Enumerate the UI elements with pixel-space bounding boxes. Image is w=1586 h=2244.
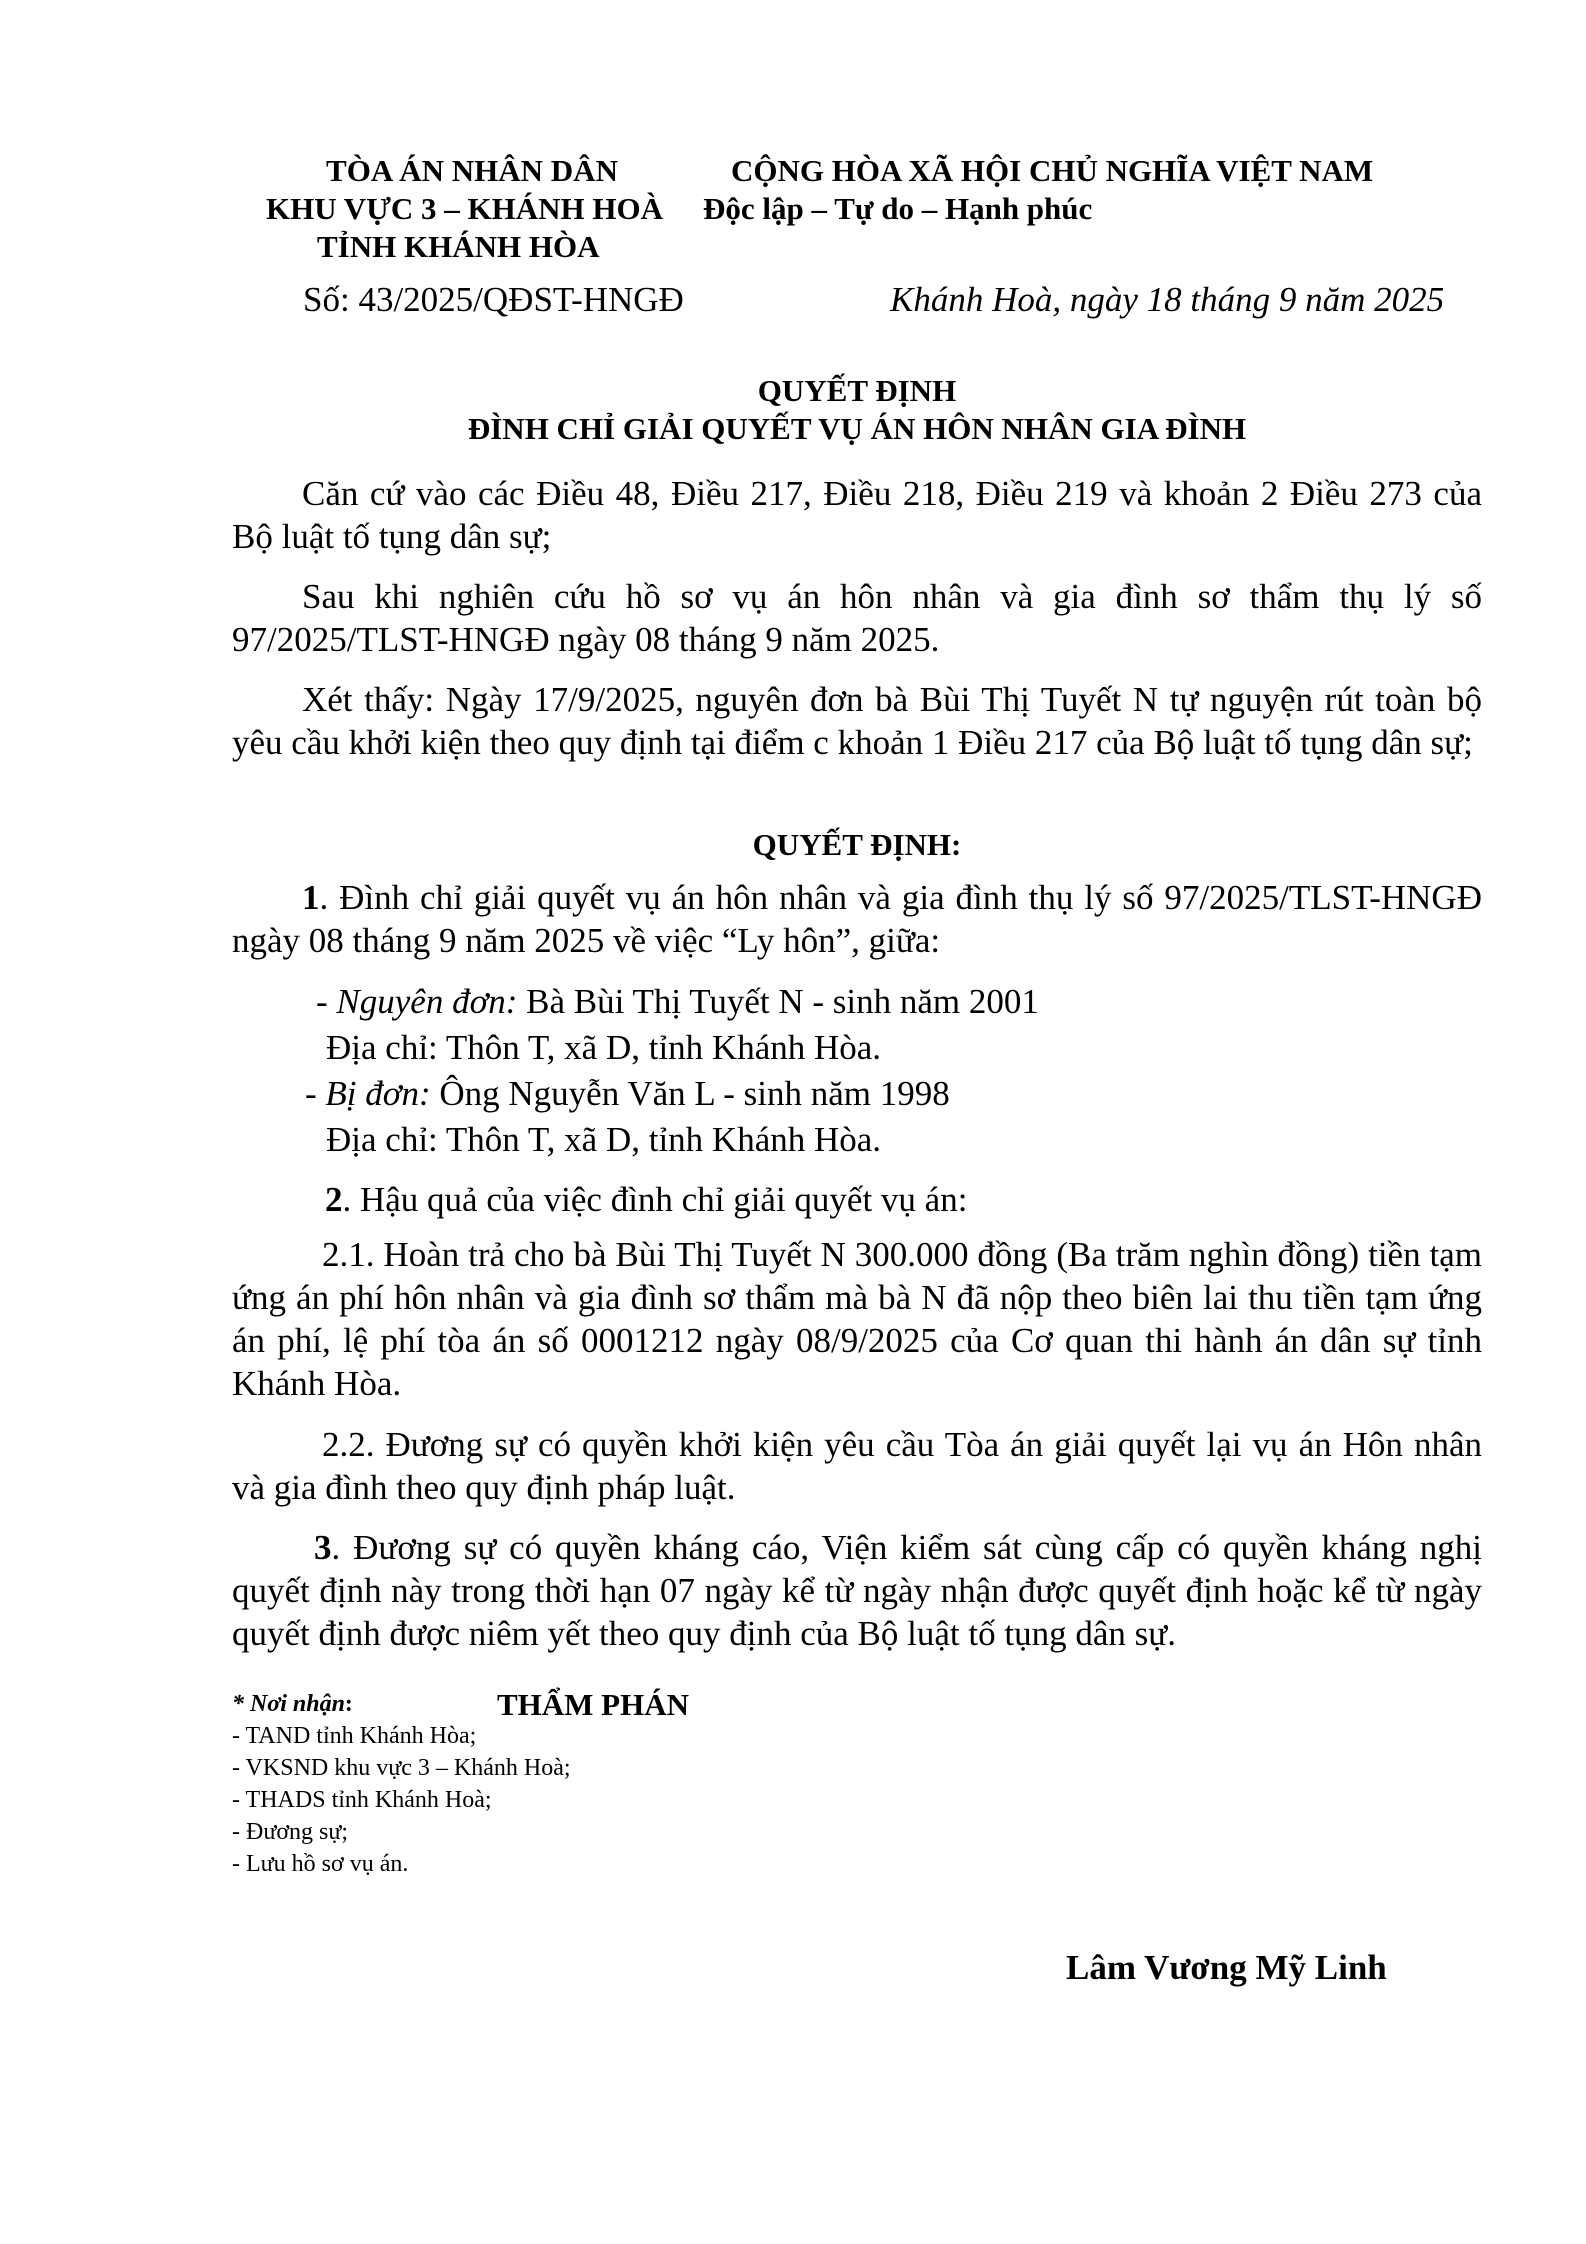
court-line-3: TỈNH KHÁNH HÒA: [317, 229, 600, 264]
plaintiff-line: [316, 980, 1039, 1023]
document-subtitle: ĐÌNH CHỈ GIẢI QUYẾT VỤ ÁN HÔN NHÂN GIA ĐÌNH: [467, 411, 1247, 446]
recipient-item: - Đương sự;: [232, 1819, 349, 1845]
defendant-info: Ông Nguyễn Văn L - sinh năm 1998: [430, 1074, 950, 1113]
decision-item-2-2: 2.2. Đương sự có quyền khởi kiện yêu cầu Tòa án giải quyết lại vụ án Hôn nhân và gia đình theo quy định pháp luật.: [232, 1425, 1482, 1507]
nation-motto: Độc lập – Tự do – Hạnh phúc: [703, 191, 1093, 226]
court-line-1: TÒA ÁN NHÂN DÂN: [326, 153, 618, 188]
defendant-address: Địa chỉ: Thôn T, xã D, tỉnh Khánh Hòa.: [326, 1120, 882, 1159]
recipient-item: - VKSND khu vực 3 – Khánh Hoà;: [232, 1755, 571, 1781]
decision-item-1: [232, 876, 1482, 962]
place-and-date: Khánh Hoà, ngày 18 tháng 9 năm 2025: [890, 280, 1445, 319]
document-number: Số: 43/2025/QĐST-HNGĐ: [303, 280, 684, 319]
court-name-block: [262, 152, 682, 189]
item-2-text: . Hậu quả của việc đình chỉ giải quyết vụ án:: [342, 1180, 968, 1219]
recipient-item: - Lưu hồ sơ vụ án.: [232, 1851, 409, 1877]
preamble-case-review: Sau khi nghiên cứu hồ sơ vụ án hôn nhân và gia đình sơ thẩm thụ lý số 97/2025/TLST-HNGĐ ngày 08 tháng 9 năm 2025.: [232, 577, 1482, 659]
recipients-label-colon: :: [344, 1691, 353, 1717]
item-1-number: 1: [302, 878, 320, 917]
recipients-label: [232, 1688, 353, 1721]
plaintiff-dash: -: [316, 982, 337, 1021]
plaintiff-info: Bà Bùi Thị Tuyết N - sinh năm 2001: [517, 982, 1039, 1021]
document-title: QUYẾT ĐỊNH: [757, 373, 957, 408]
preamble-legal-basis: Căn cứ vào các Điều 48, Điều 217, Điều 218, Điều 219 và khoản 2 Điều 273 của Bộ luật tố tụng dân sự;: [232, 474, 1482, 556]
recipient-item: - THADS tỉnh Khánh Hoà;: [232, 1787, 492, 1813]
plaintiff-address: Địa chỉ: Thôn T, xã D, tỉnh Khánh Hòa.: [326, 1028, 882, 1067]
defendant-dash: -: [305, 1074, 326, 1113]
decision-item-3: [232, 1526, 1482, 1655]
plaintiff-label: Nguyên đơn:: [336, 982, 518, 1021]
nation-title: CỘNG HÒA XÃ HỘI CHỦ NGHĨA VIỆT NAM: [731, 153, 1374, 188]
defendant-line: [305, 1072, 950, 1115]
signer-role: THẨM PHÁN: [497, 1687, 690, 1722]
decision-heading: QUYẾT ĐỊNH:: [752, 827, 962, 862]
item-3-text: . Đương sự có quyền kháng cáo, Viện kiểm sát cùng cấp có quyền kháng nghị quyết định này trong thời hạn 07 ngày kể từ ngày nhận được quyết định hoặc kể từ ngày quyết định được niêm yết theo quy định của Bộ luật tố tụng dân sự.: [232, 1528, 1482, 1653]
decision-item-2-1: 2.1. Hoàn trả cho bà Bùi Thị Tuyết N 300.000 đồng (Ba trăm nghìn đồng) tiền tạm ứng án phí hôn nhân và gia đình sơ thẩm mà bà N đã nộp theo biên lai thu tiền tạm ứng án phí, lệ phí tòa án số 0001212 ngày 08/9/2025 của Cơ quan thi hành án dân sự tỉnh Khánh Hòa.: [232, 1235, 1482, 1403]
recipients-label-text: * Nơi nhận: [232, 1691, 345, 1717]
signer-name: Lâm Vương Mỹ Linh: [1066, 1948, 1387, 1987]
recipient-item: - TAND tỉnh Khánh Hòa;: [232, 1723, 477, 1749]
item-1-text: . Đình chỉ giải quyết vụ án hôn nhân và gia đình thụ lý số 97/2025/TLST-HNGĐ ngày 08 tháng 9 năm 2025 về việc “Ly hôn”, giữa:: [232, 878, 1482, 960]
court-line-2: KHU VỰC 3 – KHÁNH HOÀ: [266, 191, 663, 226]
defendant-label: Bị đơn:: [325, 1074, 431, 1113]
decision-item-2: [325, 1178, 967, 1221]
item-3-number: 3: [314, 1528, 332, 1567]
item-2-number: 2: [325, 1180, 343, 1219]
preamble-findings: Xét thấy: Ngày 17/9/2025, nguyên đơn bà Bùi Thị Tuyết N tự nguyện rút toàn bộ yêu cầu khởi kiện theo quy định tại điểm c khoản 1 Điều 217 của Bộ luật tố tụng dân sự;: [232, 680, 1482, 762]
